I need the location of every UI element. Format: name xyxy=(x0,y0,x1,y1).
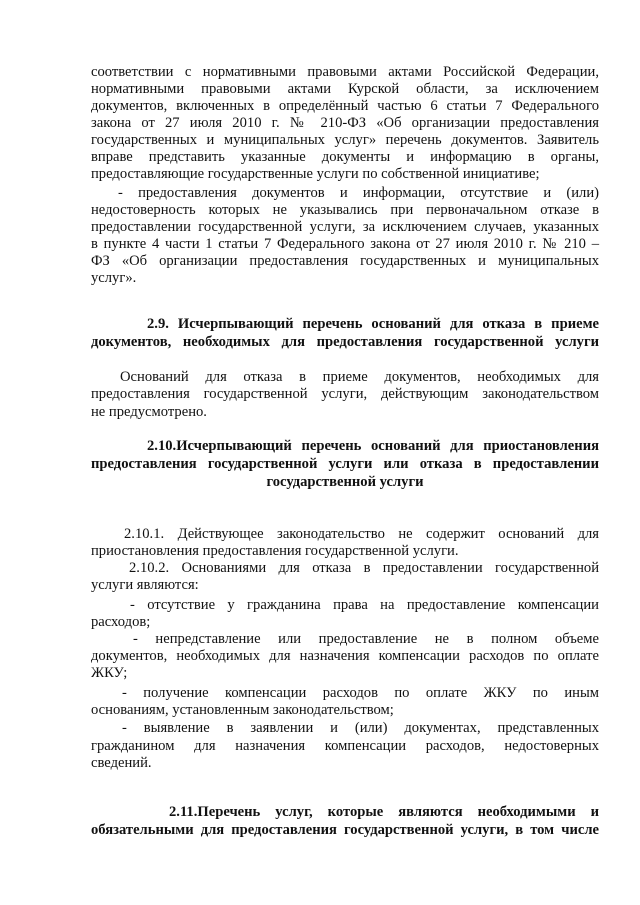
list-item: - получение компенсации расходов по оплате ЖКУ по иным xyxy=(122,685,599,701)
paragraph-line: вправе представить указанные документы и информацию в органы, xyxy=(91,149,599,165)
paragraph-line: 2.10.1. Действующее законодательство не содержит оснований для xyxy=(124,526,599,542)
paragraph-line: нормативными правовыми актами Курской области, за исключением xyxy=(91,81,599,97)
paragraph-line: услуги являются: xyxy=(91,577,199,593)
list-item: сведений. xyxy=(91,755,152,771)
paragraph-line: документов, включенных в определённый частью 6 статьи 7 Федерального xyxy=(91,98,599,114)
list-item: ЖКУ; xyxy=(91,665,128,681)
section-heading: обязательными для предоставления государственной услуги, в том числе xyxy=(91,822,599,838)
section-heading: 2.9. Исчерпывающий перечень оснований для отказа в приеме xyxy=(147,316,599,332)
paragraph-line: 2.10.2. Основаниями для отказа в предоставлении государственной xyxy=(129,560,599,576)
list-item: - непредставление или предоставление не в полном объеме xyxy=(133,631,599,647)
section-heading: документов, необходимых для предоставления государственной услуги xyxy=(91,334,599,350)
section-heading: государственной услуги xyxy=(266,474,424,490)
paragraph-line: закона от 27 июля 2010 г. № 210-ФЗ «Об организации предоставления xyxy=(91,115,599,131)
paragraph-line: предоставляющие государственные услуги по собственной инициативе; xyxy=(91,166,540,182)
list-item: - выявление в заявлении и (или) документах, представленных xyxy=(122,720,599,736)
paragraph-line: предоставления государственной услуги, действующим законодательством xyxy=(91,386,599,402)
list-item: документов, необходимых для назначения компенсации расходов по оплате xyxy=(91,648,599,664)
list-item: расходов; xyxy=(91,614,151,630)
paragraph-line: не предусмотрено. xyxy=(91,404,207,420)
paragraph-line: - предоставления документов и информации, отсутствие и (или) xyxy=(118,185,599,201)
list-item: основаниям, установленным законодательством; xyxy=(91,702,394,718)
paragraph-line: предоставлении государственной услуги, за исключением случаев, указанных xyxy=(91,219,599,235)
section-heading: 2.10.Исчерпывающий перечень оснований для приостановления xyxy=(147,438,599,454)
paragraph-line: государственных и муниципальных услуг» перечень документов. Заявитель xyxy=(91,132,599,148)
paragraph-line: приостановления предоставления государственной услуги. xyxy=(91,543,459,559)
paragraph-line: Оснований для отказа в приеме документов, необходимых для xyxy=(120,369,599,385)
paragraph-line: в пункте 4 части 1 статьи 7 Федерального закона от 27 июля 2010 г. № 210 – xyxy=(91,236,599,252)
paragraph-line: ФЗ «Об организации предоставления государственных и муниципальных xyxy=(91,253,599,269)
section-heading: 2.11.Перечень услуг, которые являются необходимыми и xyxy=(169,804,599,820)
section-heading: предоставления государственной услуги или отказа в предоставлении xyxy=(91,456,599,472)
paragraph-line: услуг». xyxy=(91,270,137,286)
list-item: гражданином для назначения компенсации расходов, недостоверных xyxy=(91,738,599,754)
paragraph-line: соответствии с нормативными правовыми актами Российской Федерации, xyxy=(91,64,599,80)
list-item: - отсутствие у гражданина права на предоставление компенсации xyxy=(130,597,599,613)
paragraph-line: недостоверность которых не указывались при первоначальном отказе в xyxy=(91,202,599,218)
